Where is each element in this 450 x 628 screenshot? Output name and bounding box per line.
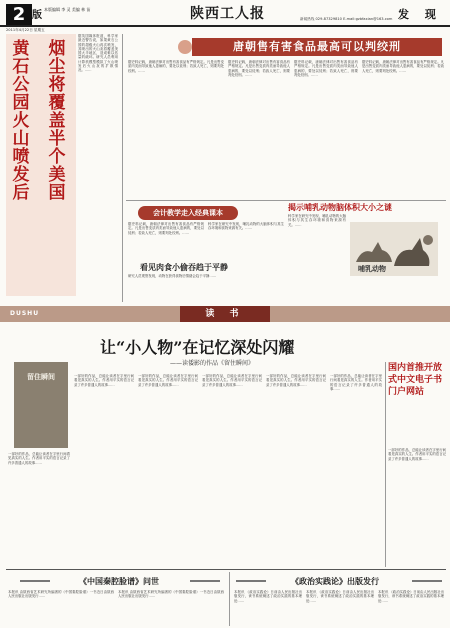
bottom-story-two-body-col-1: 本报讯 《政治实践论》日前由人民出版社出版发行，该书系统阐述了政治实践的基本理论…… (234, 590, 302, 603)
main-story-body-col-4: 据史料记载，唐朝法律对出售有害食品有严格规定。凡是出售变质肉类而导致他人患病的，要处以徒刑；若致人死亡，则要判处绞刑。…… (362, 60, 444, 73)
bottom-story-two-headline: 《政治实践论》出版发行 (291, 576, 379, 586)
column-divider (229, 572, 230, 626)
story-two-body: 科学家在研究中发现，哺乳动物的大脑体积与其生存环境和食物来源有关。…… (288, 214, 346, 227)
masthead-rule (0, 25, 450, 27)
bottom-story-one-headline: 《中国秦腔脸谱》问世 (79, 576, 159, 586)
headline-rule (190, 580, 220, 582)
book-review-body-col-1: 一部好的作品，总能让读者在字里行间看见真实的人生。作者用平实的语言记录了许多普通人的故事…… (8, 452, 70, 465)
bottom-story-two-body-col-3: 本报讯 《政治实践论》日前由人民出版社出版发行，该书系统阐述了政治实践的基本理论…… (378, 590, 444, 603)
section-name: 发 现 (398, 8, 442, 21)
book-review-subtitle: ——读倭影的作品《留住瞬间》 (170, 360, 255, 367)
edition-label: 本版编辑 李 灵 美编 林 苗 (44, 7, 91, 12)
story-three-headline: 看见肉食小偷吞趋于平静 (140, 263, 228, 272)
book-review-body-col-2: 一部好的作品，总能让读者在字里行间看见真实的人生。作者用平实的语言记录了许多普通人的故事…… (74, 374, 134, 387)
bottom-story-one-body-col-2: 本报讯 由陕西省艺术研究所编著的《中国秦腔脸谱》一书近日由陕西人民出版社出版发行…… (118, 590, 224, 599)
book-review-body-col-6: 一部好的作品，总能让读者在字里行间看见真实的人生。作者用平实的语言记录了许多普通人的故事…… (330, 374, 382, 391)
feature-body-2: 科学家在研究中发现，哺乳动物的大脑体积与其生存环境和食物来源有关。…… (208, 222, 284, 231)
main-story-headline: 唐朝售有害食品最高可以判绞刑 (192, 38, 442, 56)
hotline: 新闻热线 029-87329810 E-mail:gzbfaxian@163.com (300, 17, 393, 21)
book-review-headline: 让“小人物”在记忆深处闪耀 (100, 338, 295, 357)
lead-headline-line-2: 黄石公园火山喷发后 (12, 39, 30, 203)
feature-body-1: 据史料记载，唐朝法律对出售有害食品有严格规定。凡是出售变质肉类而导致他人患病的，要处以徒刑；若致人死亡，则要判处绞刑。…… (128, 222, 204, 235)
side-story-body: 一部好的作品，总能让读者在字里行间看见真实的人生。作者用平实的语言记录了许多普通人的故事…… (388, 448, 446, 461)
book-cover-title: 留住瞬间 (27, 372, 55, 381)
bottom-divider (6, 569, 446, 570)
reading-section-english: DUSHU (10, 310, 40, 317)
headline-rule (412, 580, 442, 582)
date-line: 2011年4月22日 星期五 (6, 28, 45, 32)
page-number: 2 (6, 4, 32, 26)
book-review-body-col-4: 一部好的作品，总能让读者在字里行间看见真实的人生。作者用平实的语言记录了许多普通人的故事…… (202, 374, 262, 387)
main-story-body-col-1: 据史料记载，唐朝法律对出售有害食品有严格规定。凡是出售变质肉类而导致他人患病的，要处以徒刑；若致人死亡，则要判处绞刑。…… (128, 60, 224, 73)
reading-section-title: 读 书 (180, 306, 270, 322)
banner-ornament (178, 40, 192, 54)
bottom-story-one-body-col-1: 本报讯 由陕西省艺术研究所编著的《中国秦腔脸谱》一书近日由陕西人民出版社出版发行…… (8, 590, 114, 599)
main-story-body-col-3: 据史料记载，唐朝法律对出售有害食品有严格规定。凡是出售变质肉类而导致他人患病的，要处以徒刑；若致人死亡，则要判处绞刑。…… (294, 60, 358, 77)
column-divider (122, 34, 123, 302)
photo-caption: 哺乳动物 (358, 264, 386, 273)
lead-story-body: 据英国媒体报道，科学家最近警告说，如果黄石公园的超级火山再次喷发，其喷出的火山灰将覆盖美国大半地区，造成难以估量的破坏。研究人员利用计算机模型模拟了火山喷发后火山灰的扩散情况。…… (78, 34, 118, 73)
side-story-headline: 国内首推开放式中文电子书门户网站 (388, 363, 443, 397)
column-divider (385, 362, 386, 567)
story-two-headline: 揭示哺乳动物脑体积大小之谜 (288, 203, 392, 212)
section-divider (126, 200, 446, 201)
page-number-suffix: 版 (32, 10, 42, 21)
story-three-body: 研究人员观察发现，动物在获得食物后情绪会趋于平静…… (128, 274, 217, 278)
book-review-body-col-3: 一部好的作品，总能让读者在字里行间看见真实的人生。作者用平实的语言记录了许多普通人的故事…… (138, 374, 198, 387)
feature-ribbon: 会计教学走入经典课本 (138, 206, 238, 220)
book-review-body-col-5: 一部好的作品，总能让读者在字里行间看见真实的人生。作者用平实的语言记录了许多普通人的故事…… (266, 374, 326, 387)
main-story-body-col-2: 据史料记载，唐朝法律对出售有害食品有严格规定。凡是出售变质肉类而导致他人患病的，要处以徒刑；若致人死亡，则要判处绞刑。…… (228, 60, 290, 77)
lead-headline-line-1: 烟尘将覆盖半个美国 (48, 39, 66, 203)
newspaper-logo: 陕西工人报 (190, 6, 265, 22)
bottom-story-two-body-col-2: 本报讯 《政治实践论》日前由人民出版社出版发行，该书系统阐述了政治实践的基本理论…… (306, 590, 374, 603)
